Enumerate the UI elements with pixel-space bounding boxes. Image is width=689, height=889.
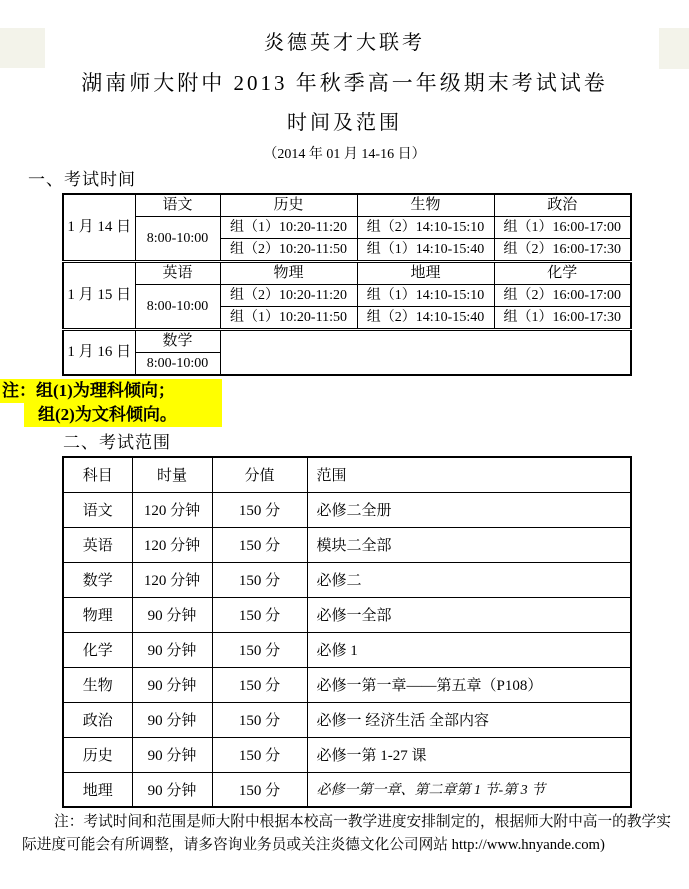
- group-time-cell: 组（1）10:20-11:50: [220, 307, 357, 330]
- score-cell: 150 分: [212, 527, 307, 562]
- group-time-cell: 组（1）14:10-15:10: [357, 285, 494, 307]
- subject-header-cell: 地理: [357, 262, 494, 285]
- exam-date-range: （2014 年 01 月 14-16 日）: [263, 147, 426, 162]
- table-row: [63, 597, 631, 632]
- scope-cell: 必修一第一章——第五章（P108）: [307, 667, 631, 702]
- group-note-highlight: [0, 379, 689, 427]
- table-row: [63, 562, 631, 597]
- exam-date-cell: 1 月 14 日: [63, 194, 135, 262]
- scope-cell: 必修一第一章、第二章第 1 节-第 3 节: [307, 772, 631, 807]
- table-row: [63, 667, 631, 702]
- table-row: [63, 737, 631, 772]
- scope-cell: 必修一 经济生活 全部内容: [307, 702, 631, 737]
- group-time-cell: 组（1）14:10-15:40: [357, 239, 494, 262]
- duration-cell: 120 分钟: [132, 562, 212, 597]
- duration-cell: 120 分钟: [132, 527, 212, 562]
- exam-subtitle: 时间及范围: [287, 112, 402, 134]
- score-cell: 150 分: [212, 562, 307, 597]
- table-row: [63, 772, 631, 807]
- section-heading-exam-scope: 二、考试范围: [63, 433, 171, 452]
- table-row: [63, 330, 631, 353]
- table-row: [63, 194, 631, 217]
- table-row: [63, 702, 631, 737]
- group-time-cell: 组（2）16:00-17:00: [494, 285, 631, 307]
- header-score: 分值: [212, 457, 307, 492]
- duration-cell: 90 分钟: [132, 772, 212, 807]
- scope-cell: 必修二全册: [307, 492, 631, 527]
- score-cell: 150 分: [212, 492, 307, 527]
- corner-decoration-left-block: [0, 28, 45, 68]
- duration-cell: 90 分钟: [132, 737, 212, 772]
- score-cell: 150 分: [212, 632, 307, 667]
- empty-cell: [220, 330, 631, 376]
- subject-header-cell: 政治: [494, 194, 631, 217]
- note-line-2: 组(2)为文科倾向。: [24, 403, 222, 427]
- group-time-cell: 组（2）16:00-17:30: [494, 239, 631, 262]
- scope-cell: 必修 1: [307, 632, 631, 667]
- subject-header-cell: 生物: [357, 194, 494, 217]
- group-time-cell: 组（1）16:00-17:30: [494, 307, 631, 330]
- exam-date-cell: 1 月 15 日: [63, 262, 135, 330]
- table-row: [63, 492, 631, 527]
- footer-line-2: [0, 834, 689, 857]
- score-cell: 150 分: [212, 667, 307, 702]
- score-cell: 150 分: [212, 772, 307, 807]
- table-row: [63, 262, 631, 285]
- subject-cell: 英语: [63, 527, 132, 562]
- header-duration: 时量: [132, 457, 212, 492]
- table-header-row: [63, 457, 631, 492]
- corner-decoration-right-block: [659, 28, 689, 69]
- group-time-cell: 组（1）10:20-11:20: [220, 217, 357, 239]
- exam-time-table: [62, 193, 632, 376]
- duration-cell: 90 分钟: [132, 632, 212, 667]
- subject-cell: 政治: [63, 702, 132, 737]
- subject-cell: 历史: [63, 737, 132, 772]
- group-time-cell: 组（1）16:00-17:00: [494, 217, 631, 239]
- subject-header-cell: 物理: [220, 262, 357, 285]
- exam-scope-table: [62, 456, 632, 808]
- footer-note: [0, 811, 689, 857]
- group-time-cell: 组（2）10:20-11:20: [220, 285, 357, 307]
- duration-cell: 120 分钟: [132, 492, 212, 527]
- score-cell: 150 分: [212, 737, 307, 772]
- subject-header-cell: 化学: [494, 262, 631, 285]
- exam-time-cell: 8:00-10:00: [135, 285, 220, 330]
- scope-cell: 模块二全部: [307, 527, 631, 562]
- scope-cell: 必修一全部: [307, 597, 631, 632]
- exam-time-cell: 8:00-10:00: [135, 353, 220, 376]
- subject-cell: 语文: [63, 492, 132, 527]
- table-row: [63, 527, 631, 562]
- scope-cell: 必修二: [307, 562, 631, 597]
- subject-cell: 数学: [63, 562, 132, 597]
- note-line-1: 注：组(1)为理科倾向；: [0, 379, 222, 403]
- subject-cell: 化学: [63, 632, 132, 667]
- table-row: [63, 285, 631, 307]
- subject-cell: 生物: [63, 667, 132, 702]
- footer-line-2-text: 际进度可能会有所调整，请多咨询业务员或关注炎德文化公司网站: [22, 837, 452, 853]
- exam-paper-title: 湖南师大附中 2013 年秋季高一年级期末考试试卷: [81, 71, 608, 95]
- exam-date-cell: 1 月 16 日: [63, 330, 135, 376]
- section-heading-exam-time: 一、考试时间: [28, 170, 136, 189]
- footer-line-1: 注：考试时间和范围是师大附中根据本校高一教学进度安排制定的，根据师大附中高一的教学实: [54, 814, 671, 830]
- duration-cell: 90 分钟: [132, 597, 212, 632]
- table-row: [63, 632, 631, 667]
- header-scope: 范围: [307, 457, 631, 492]
- subject-cell: 物理: [63, 597, 132, 632]
- group-time-cell: 组（2）14:10-15:10: [357, 217, 494, 239]
- exam-time-cell: 8:00-10:00: [135, 217, 220, 262]
- header-subject: 科目: [63, 457, 132, 492]
- scope-cell: 必修一第 1-27 课: [307, 737, 631, 772]
- duration-cell: 90 分钟: [132, 702, 212, 737]
- score-cell: 150 分: [212, 597, 307, 632]
- duration-cell: 90 分钟: [132, 667, 212, 702]
- subject-header-cell: 历史: [220, 194, 357, 217]
- score-cell: 150 分: [212, 702, 307, 737]
- table-row: [63, 217, 631, 239]
- exam-brand-title: 炎德英才大联考: [264, 32, 425, 54]
- subject-cell: 地理: [63, 772, 132, 807]
- subject-header-cell: 语文: [135, 194, 220, 217]
- subject-header-cell: 英语: [135, 262, 220, 285]
- group-time-cell: 组（2）14:10-15:40: [357, 307, 494, 330]
- document-page: [0, 28, 689, 857]
- group-time-cell: 组（2）10:20-11:50: [220, 239, 357, 262]
- subject-header-cell: 数学: [135, 330, 220, 353]
- website-url: http://www.hnyande.com): [451, 837, 605, 853]
